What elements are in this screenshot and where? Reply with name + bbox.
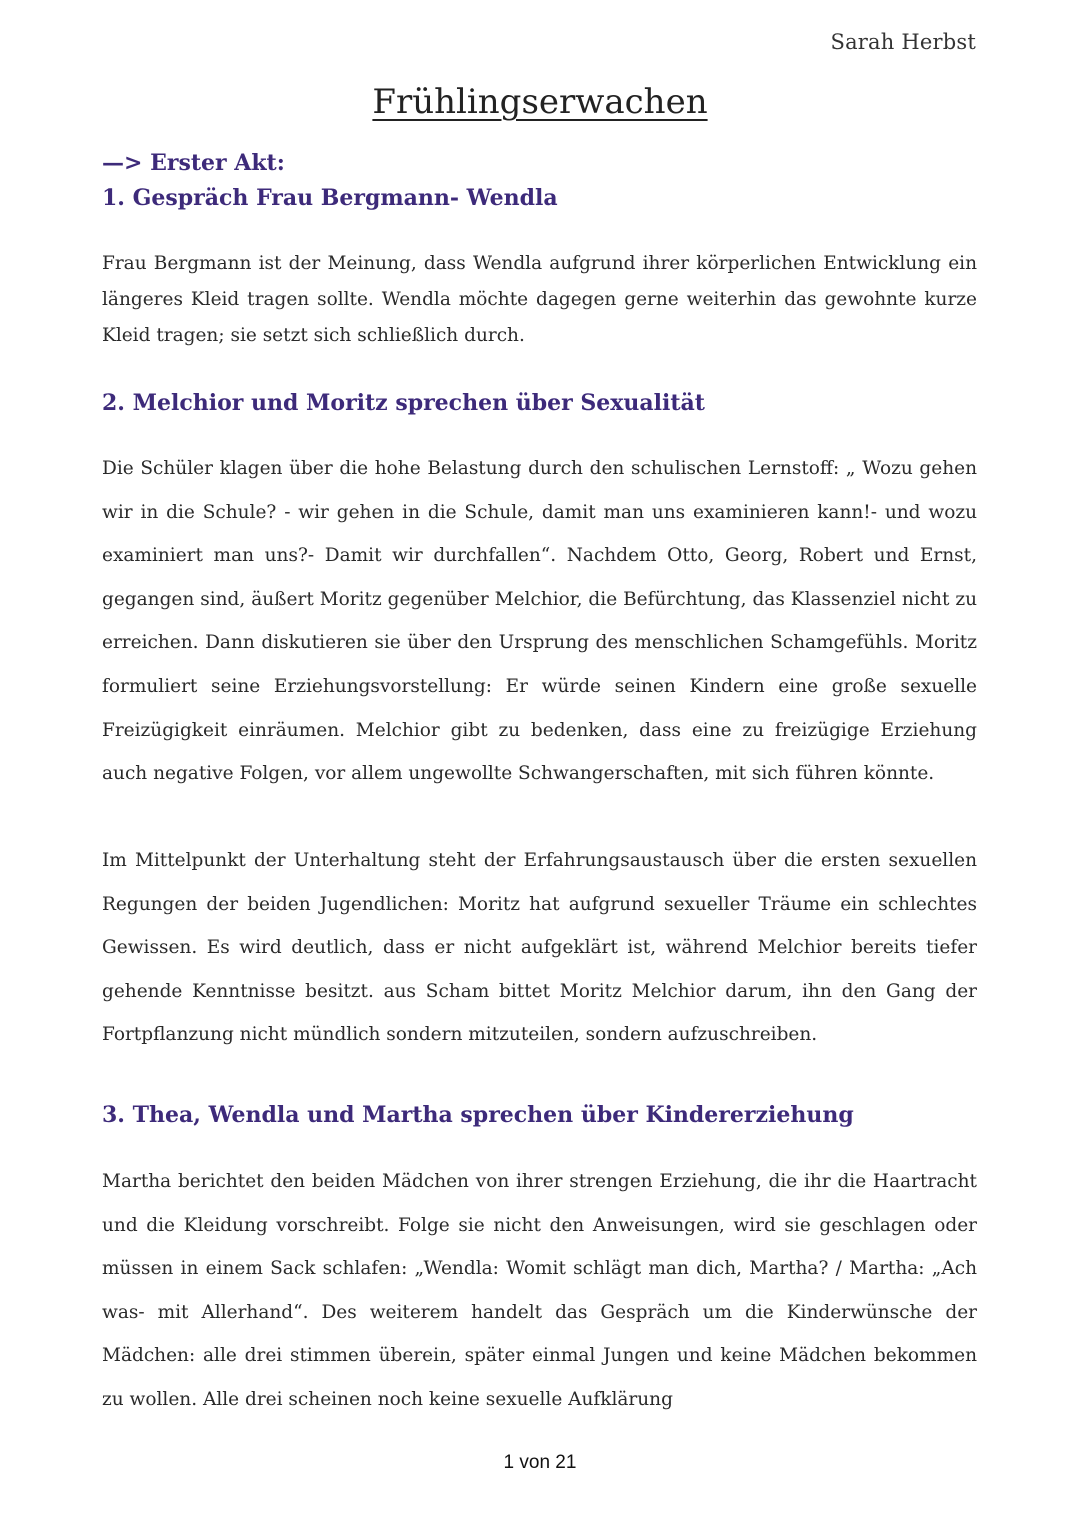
- page-number: 1 von 21: [503, 1452, 577, 1473]
- document-title: Frühlingserwachen: [372, 82, 708, 122]
- section-2-text-a: Die Schüler klagen über die hohe Belastung durch den schulischen Lernstoff: „ Wozu gehen wir in die Schule? - wir gehen in die Schule, damit man uns examinieren kann!- und wozu examiniert man uns?- Damit wir durchfallen“. Nachdem Otto, Georg, Robert und Ernst, gegangen sind, äußert Moritz gegenüber Melchior, die Befürchtung, das Klassenziel nicht zu erreichen. Dann diskutieren sie über den Ursprung des menschlichen Schamgefühls. Moritz formuliert seine Erziehungsvorstellung: Er würde seinen Kindern eine große sexuelle Freizügigkeit einräumen. Melchior gibt zu bedenken, dass eine zu freizügige Erziehung auch negative Folgen, vor allem ungewollte Schwangerschaften, mit sich führen könnte.: [102, 458, 977, 785]
- section-1-heading: 1. Gespräch Frau Bergmann- Wendla: [102, 185, 558, 211]
- section-2-text-b: Im Mittelpunkt der Unterhaltung steht der Erfahrungsaustausch über die ersten sexuellen Regungen der beiden Jugendlichen: Moritz hat aufgrund sexueller Träume ein schlechtes Gewissen. Es wird deutlich, dass er nicht aufgeklärt ist, während Melchior bereits tiefer gehende Kenntnisse besitzt. aus Scham bittet Moritz Melchior darum, ihn den Gang der Fortpflanzung nicht mündlich sondern mitzuteilen, sondern aufzuschreiben.: [102, 850, 977, 1046]
- section-3-text: Martha berichtet den beiden Mädchen von ihrer strengen Erziehung, die ihr die Haartracht und die Kleidung vorschreibt. Folge sie nicht den Anweisungen, wird sie geschlagen oder müssen in einem Sack schlafen: „Wendla: Womit schlägt man dich, Martha? / Martha: „Ach was- mit Allerhand“. Des weiterem handelt das Gespräch um die Kinderwünsche der Mädchen: alle drei stimmen überein, später einmal Jungen und keine Mädchen bekommen zu wollen. Alle drei scheinen noch keine sexuelle Aufklärung: [102, 1171, 977, 1410]
- act-label: —> Erster Akt:: [102, 150, 285, 176]
- author-name: Sarah Herbst: [830, 30, 976, 54]
- section-2-heading: 2. Melchior und Moritz sprechen über Sexualität: [102, 390, 705, 416]
- section-1-text: Frau Bergmann ist der Meinung, dass Wendla aufgrund ihrer körperlichen Entwicklung ein längeres Kleid tragen sollte. Wendla möchte dagegen gerne weiterhin das gewohnte kurze Kleid tragen; sie setzt sich schließlich durch.: [102, 253, 977, 346]
- section-3-heading: 3. Thea, Wendla und Martha sprechen über Kindererziehung: [102, 1102, 854, 1128]
